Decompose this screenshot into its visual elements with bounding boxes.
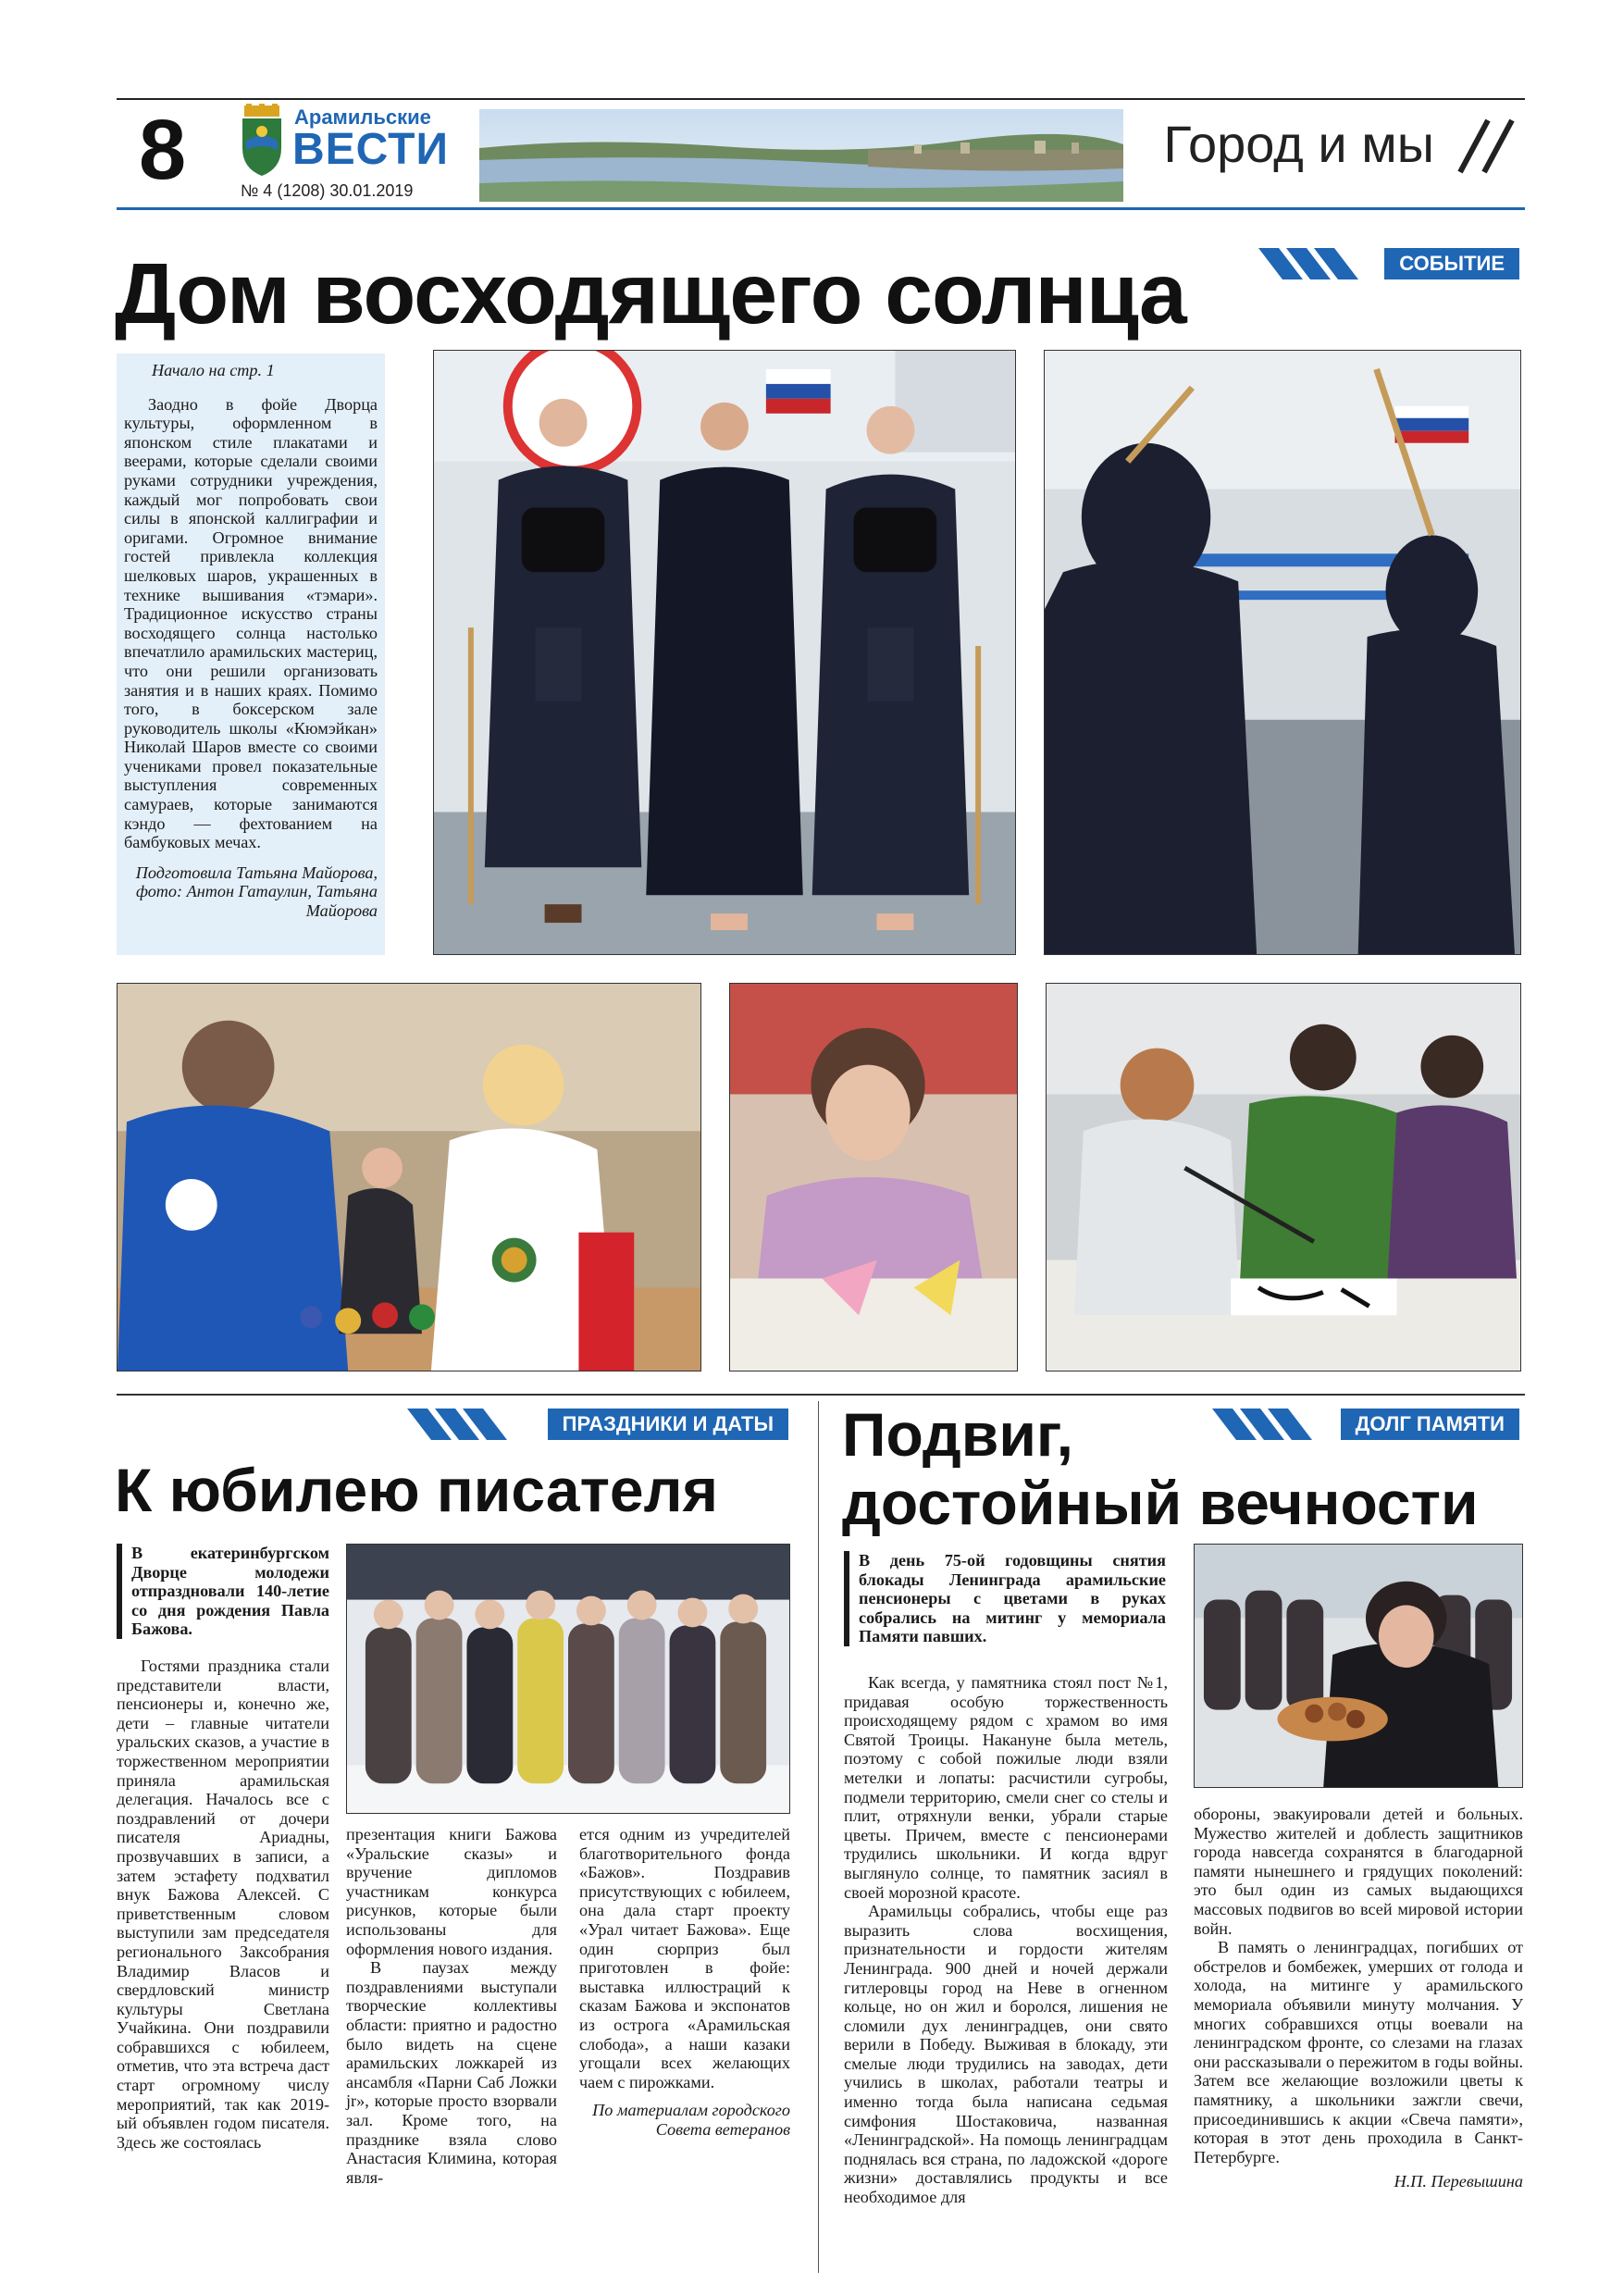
article3-title-line1: Подвиг, [842, 1400, 1073, 1469]
photo-kendo-sparring [1044, 350, 1521, 955]
article1-sidebar [117, 354, 385, 955]
article2-lead: В екатеринбургском Дворце молодежи отпраздновали 140-летие со дня рождения Павла Бажова. [117, 1544, 329, 1639]
article1-title: Дом восходящего солнца [115, 245, 1186, 341]
logo-main-word: ВЕСТИ [292, 125, 449, 174]
vertical-divider [818, 1401, 819, 2273]
horizontal-divider [117, 1394, 1525, 1396]
newspaper-logo [239, 104, 470, 185]
article2-col1: Гостями праздника стали представители власти, пенсионеры и, конечно же, дети – главные читатели уральских сказов, а участие в торжественном мероприятии приняла арамильская делегация. Началось все с поздравлений от дочери писателя Ариадны, прозвучавших в записи, а затем эстафету подхватил внук Бажова Алексей. С приветственным словом выступили зам председателя регионального Заксобрания Владимир Власов и свердловский министр культуры Светлана Учайкина. Они поздравили собравшихся с юбилеем, отметив, что эта встреча даст старт огромному числу мероприятий, так как 2019-ый объявлен годом писателя. Здесь же состоялась [117, 1657, 329, 2152]
rubric-memory: ДОЛГ ПАМЯТИ [1212, 1409, 1519, 1440]
page-number: 8 [139, 103, 187, 197]
photo-kendo-team [433, 350, 1016, 955]
rubric-holidays: ПРАЗДНИКИ И ДАТЫ [407, 1409, 788, 1440]
article3-col2: обороны, эвакуировали детей и больных. Мужество жителей и доблесть защитников города навсегда сохранятся в благодарной памяти нынешнего и грядущих поколений: это был один из самых выдающихся массовых подвигов во всей мировой истории войн. В память о ленинградцах, погибших от обстрелов и бомбежек, умерших от голода и холода, на митинге у арамильского мемориала объявили минуту молчания. У многих собравшихся отцы воевали на ленинградском фронте, со слезами на глазах они рассказывали о пережитом в годы войны. Затем все желающие возложили цветы к памятнику, а школьники зажгли свечи, присоединившись к акции «Свеча памяти», которая в этот день проходила в Санкт-Петербурге. Н.П. Перевышина [1194, 1805, 1523, 2191]
header-blue-rule [117, 207, 1525, 210]
photo-temari-balls [117, 983, 701, 1371]
photo-origami-girl [729, 983, 1018, 1371]
header-panorama-photo [479, 109, 1123, 202]
logo-top-word: Арамильские [294, 105, 431, 129]
article2-col3: ется одним из учредителей благотворительного фонда «Бажов». Поздравив присутствующих с юбилеем, она дала старт проекту «Урал читает Бажова». Еще один сюрприз был приготовлен в фойе: выставка иллюстраций к сказам Бажова и экспонатов из острога «Арамильская слобода», а наши казаки угощали всех желающих чаем с пирожками. По материалам городского Совета ветеранов [579, 1825, 790, 2139]
article3-col1: Как всегда, у памятника стоял пост №1, придавая особую торжественность происходящему рядом с храмом во имя Святой Троицы. Накануне была метель, поэтому с собой пожилые люди взяли метелки и лопаты: расчистили сугробы, подмели территорию, смели снег со стелы и плит, отряхнули венки, убрали старые цветы. Причем, вместе с пенсионерами трудились школьники. И когда вдруг выглянуло солнце, то памятник засиял в своей морозной красоте. Арамильцы собрались, чтобы еще раз выразить слова восхищения, признательности и гордости жителям Ленинграда. 900 дней и ночей держали гитлеровцы город на Неве в огненном кольце, но он жил и боролся, лишения не сломили дух ленинградцев, они свято верили в Победу. Выживая в блокаду, эти смелые люди трудились на заводах, дети учились в школах, работали театры и именно тогда была написана седьмая симфония Шостаковича, названная «Ленинградской». На помощь ленинградцам поднялась вся страна, по ладожской «дороге жизни» доставлялись продукты и все необходимое для [844, 1673, 1168, 2207]
article2-col2: презентация книги Бажова «Уральские сказы» и вручение дипломов участникам конкурса рисунков, которые были использованы для оформления нового издания. В паузах между поздравлениями выступали творческие коллективы области: приятно и радостно было видеть на сцене арамильских ложкарей из ансамбля «Парни Саб Ложки jr», которые просто взорвали зал. Кроме того, на празднике взяла слово Анастасия Климина, которая явля- [346, 1825, 557, 2187]
section-title: Город и мы [1163, 115, 1434, 173]
article1-credit: Подготовила Татьяна Майорова, фото: Антон Гатаулин, Татьяна Майорова [135, 863, 378, 921]
article3-title-line2: достойный вечности [842, 1469, 1479, 1537]
article2-title: К юбилею писателя [115, 1456, 719, 1524]
rubric-stripes-icon [407, 1409, 518, 1440]
photo-memorial-rally [1194, 1544, 1523, 1788]
article2-credit: По материалам городского Совета ветеранов [592, 2101, 790, 2139]
photo-calligraphy [1046, 983, 1521, 1371]
rubric-stripes-icon [1258, 248, 1369, 279]
rubric-stripes-icon [1212, 1409, 1323, 1440]
article1-body: Заодно в фойе Дворца культуры, оформленном в японском стиле плакатами и веерами, которые сделали своими руками сотрудники учреждения, каждый мог попробовать свои силы в японской каллиграфии и оригами. Огромное внимание гостей привлекла коллекция шелковых шаров, украшенных в технике вышивания «тэмари». Традиционное искусство страны восходящего солнца настолько впечатлило арамильских мастериц, что они решили организовать занятия и в наших краях. Помимо того, в боксерском зале руководитель школы «Кюмэйкан» Николай Шаров вместе со своими учениками провел показательные выступления современных самураев, которые занимаются кэндо — фехтованием на бамбуковых мечах. [124, 394, 378, 852]
article3-lead: В день 75-ой годовщины снятия блокады Ленинграда арамильские пенсионеры с цветами в руках собрались на митинг у мемориала Памяти павших. [844, 1551, 1166, 1646]
rubric-event: СОБЫТИЕ [1258, 248, 1519, 279]
article3-signature: Н.П. Перевышина [1394, 2172, 1523, 2191]
photo-bazhov-delegation [346, 1544, 790, 1814]
continued-note: Начало на стр. 1 [152, 361, 275, 379]
double-slash-icon [1455, 117, 1519, 178]
issue-info: № 4 (1208) 30.01.2019 [241, 181, 414, 200]
top-rule [117, 98, 1525, 100]
city-coat-of-arms-icon [239, 104, 285, 178]
